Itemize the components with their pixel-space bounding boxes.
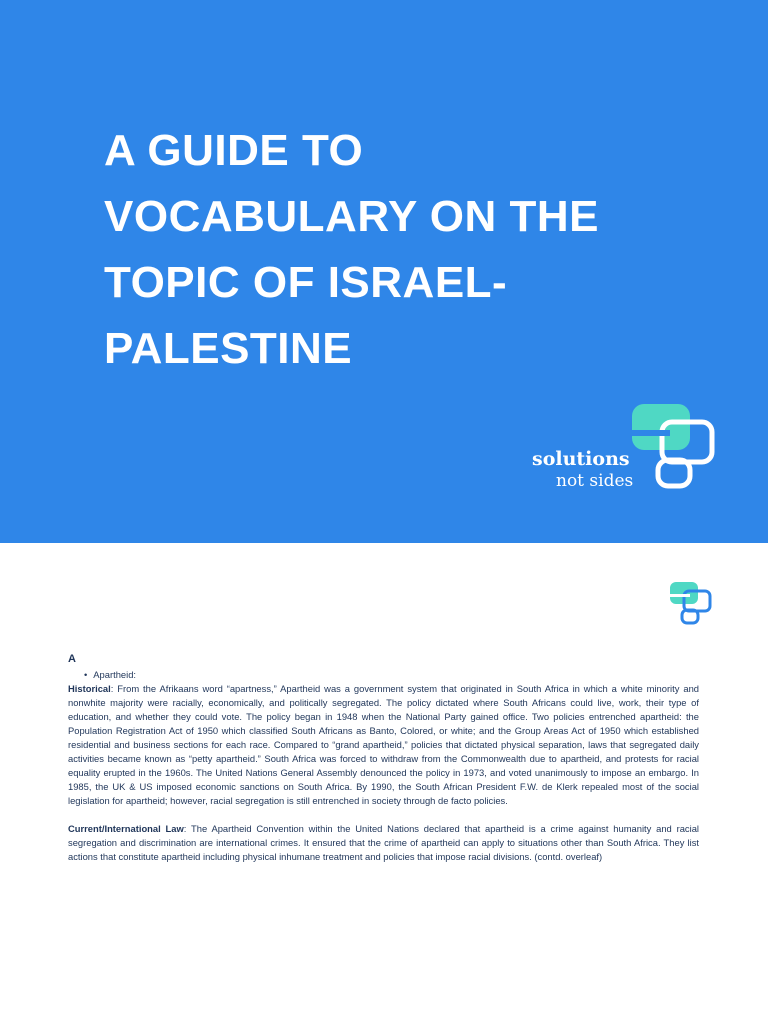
term-list (68, 668, 699, 682)
current-law-label: Current/International Law (68, 823, 184, 834)
cover-title (104, 118, 704, 382)
section-letter: A (68, 653, 76, 665)
cover-title-line: TOPIC OF ISRAEL- (104, 258, 508, 307)
current-law-paragraph (68, 822, 699, 864)
current-law-text: : The Apartheid Convention within the United Nations declared that apartheid is a crime against humanity and racial segregation and discrimination are international crimes. It ensured that the crime of apartheid can apply to situations other than South Africa. They list actions that constitute apartheid including physical inhumane treatment and policies that impose racial divisions. (contd. overleaf) (68, 823, 699, 862)
historical-label: Historical (68, 683, 111, 694)
brand-name-line2: not sides (556, 471, 634, 491)
speech-bubbles-logo-icon (668, 580, 714, 626)
brand-name-line1: solutions (532, 448, 630, 470)
speech-bubbles-logo-icon (628, 400, 718, 492)
glossary-content (68, 652, 699, 864)
cover-title-line: VOCABULARY ON THE (104, 192, 599, 241)
cover-title-line: PALESTINE (104, 324, 353, 373)
cover-title-line: A GUIDE TO (104, 126, 364, 175)
term-item (84, 668, 699, 682)
term-label: Apartheid: (93, 669, 137, 680)
historical-paragraph (68, 682, 699, 808)
brand-logo (528, 400, 718, 495)
historical-text: : From the Afrikaans word “apartness,” Apartheid was a government system that originated in South Africa in which a white minority and nonwhite majority were racially, economically, and politically segregated. The policy dictated where South Africans could live, work, their type of education, and whether they could vote. The policy began in 1948 when the National Party gained office. Two policies entrenched apartheid: the Population Registration Act of 1950 which classified South Africans as Banto, Colored, or white; and the Group Areas Act of 1950 which established residential and business sections for each race. Compared to “grand apartheid,” policies that dictated physical separation, laws that segregated daily activities became known as “petty apartheid.” South Africa was forced to withdraw from the Commonwealth due to apartheid, and protests for racial equality erupted in the 1960s. The United Nations General Assembly denounced the policy in 1973, and voted unanimously to impose an embargo. In 1985, the UK & US imposed economic sanctions on South Africa. By 1990, the South African President F.W. de Klerk repealed most of the social legislation for apartheid; however, racial segregation is still entrenched in society through de facto policies. (68, 683, 699, 806)
